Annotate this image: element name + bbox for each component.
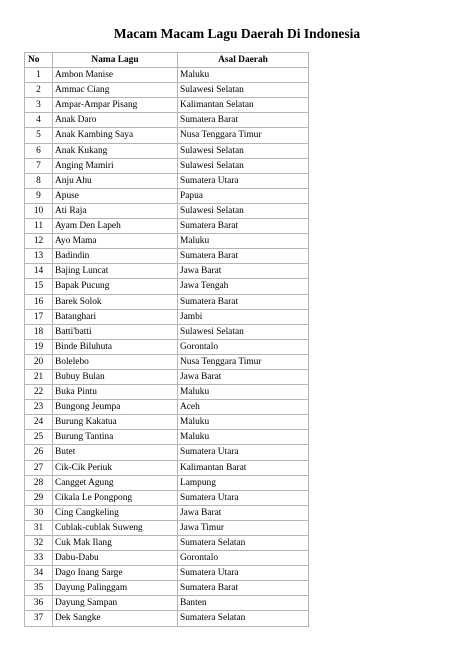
- table-row: [25, 566, 309, 581]
- table-row: [25, 505, 309, 520]
- row-number: 37: [25, 611, 53, 626]
- origin-region-cell: Jawa Timur: [178, 520, 309, 535]
- row-number: 12: [25, 234, 53, 249]
- table-row: [25, 158, 309, 173]
- row-number: 15: [25, 279, 53, 294]
- origin-region-cell: Sumatera Barat: [178, 249, 309, 264]
- row-number: 33: [25, 551, 53, 566]
- origin-region-cell: Sumatera Barat: [178, 113, 309, 128]
- song-name-cell: Dayung Sampan: [53, 596, 178, 611]
- table-header-row: [25, 53, 309, 68]
- table-row: [25, 551, 309, 566]
- song-name-cell: Cublak-cublak Suweng: [53, 520, 178, 535]
- row-number: 34: [25, 566, 53, 581]
- table-row: [25, 143, 309, 158]
- origin-region-cell: Kalimantan Barat: [178, 460, 309, 475]
- song-name-cell: Cikala Le Pongpong: [53, 490, 178, 505]
- table-row: [25, 536, 309, 551]
- origin-region-cell: Sumatera Utara: [178, 173, 309, 188]
- song-name-cell: Batanghari: [53, 309, 178, 324]
- row-number: 30: [25, 505, 53, 520]
- row-number: 19: [25, 339, 53, 354]
- origin-region-cell: Gorontalo: [178, 551, 309, 566]
- origin-region-cell: Sumatera Utara: [178, 566, 309, 581]
- table-row: [25, 83, 309, 98]
- row-number: 22: [25, 385, 53, 400]
- origin-region-cell: Banten: [178, 596, 309, 611]
- table-row: [25, 400, 309, 415]
- origin-region-cell: Nusa Tenggara Timur: [178, 354, 309, 369]
- origin-region-cell: Sulawesi Selatan: [178, 83, 309, 98]
- row-number: 3: [25, 98, 53, 113]
- row-number: 5: [25, 128, 53, 143]
- table-row: [25, 354, 309, 369]
- origin-region-cell: Papua: [178, 188, 309, 203]
- row-number: 10: [25, 203, 53, 218]
- table-row: [25, 430, 309, 445]
- row-number: 17: [25, 309, 53, 324]
- song-name-cell: Ampar-Ampar Pisang: [53, 98, 178, 113]
- table-row: [25, 596, 309, 611]
- row-number: 35: [25, 581, 53, 596]
- table-row: [25, 98, 309, 113]
- page-title: Macam Macam Lagu Daerah Di Indonesia: [113, 26, 361, 41]
- row-number: 13: [25, 249, 53, 264]
- origin-region-cell: Sumatera Barat: [178, 294, 309, 309]
- origin-region-cell: Sumatera Utara: [178, 490, 309, 505]
- origin-region-cell: Maluku: [178, 68, 309, 83]
- song-name-cell: Ambon Manise: [53, 68, 178, 83]
- row-number: 26: [25, 445, 53, 460]
- origin-region-cell: Aceh: [178, 400, 309, 415]
- table-row: [25, 219, 309, 234]
- row-number: 25: [25, 430, 53, 445]
- song-name-cell: Bapak Pucung: [53, 279, 178, 294]
- song-name-cell: Ati Raja: [53, 203, 178, 218]
- song-name-cell: Barek Solok: [53, 294, 178, 309]
- song-name-cell: Buka Pintu: [53, 385, 178, 400]
- row-number: 23: [25, 400, 53, 415]
- header-asal-daerah: Asal Daerah: [178, 53, 309, 68]
- origin-region-cell: Sulawesi Selatan: [178, 324, 309, 339]
- song-name-cell: Bubuy Bulan: [53, 369, 178, 384]
- song-name-cell: Cangget Agung: [53, 475, 178, 490]
- table-row: [25, 234, 309, 249]
- table-row: [25, 203, 309, 218]
- origin-region-cell: Jawa Barat: [178, 264, 309, 279]
- origin-region-cell: Maluku: [178, 430, 309, 445]
- song-name-cell: Dayung Palinggam: [53, 581, 178, 596]
- song-name-cell: Bolelebo: [53, 354, 178, 369]
- song-name-cell: Ayam Den Lapeh: [53, 219, 178, 234]
- table-row: [25, 339, 309, 354]
- song-name-cell: Anak Kukang: [53, 143, 178, 158]
- song-name-cell: Burung Kakatua: [53, 415, 178, 430]
- table-row: [25, 385, 309, 400]
- origin-region-cell: Jambi: [178, 309, 309, 324]
- table-row: [25, 445, 309, 460]
- song-name-cell: Dago Inang Sarge: [53, 566, 178, 581]
- row-number: 31: [25, 520, 53, 535]
- song-name-cell: Bungong Jeumpa: [53, 400, 178, 415]
- origin-region-cell: Gorontalo: [178, 339, 309, 354]
- song-name-cell: Cik-Cik Periuk: [53, 460, 178, 475]
- row-number: 21: [25, 369, 53, 384]
- origin-region-cell: Maluku: [178, 385, 309, 400]
- row-number: 8: [25, 173, 53, 188]
- table-row: [25, 309, 309, 324]
- song-name-cell: Ammac Ciang: [53, 83, 178, 98]
- table-row: [25, 249, 309, 264]
- song-name-cell: Cuk Mak Ilang: [53, 536, 178, 551]
- table-row: [25, 581, 309, 596]
- table-row: [25, 415, 309, 430]
- table-row: [25, 188, 309, 203]
- song-name-cell: Apuse: [53, 188, 178, 203]
- origin-region-cell: Sulawesi Selatan: [178, 203, 309, 218]
- song-name-cell: Bajing Luncat: [53, 264, 178, 279]
- row-number: 2: [25, 83, 53, 98]
- song-name-cell: Anak Daro: [53, 113, 178, 128]
- table-row: [25, 611, 309, 626]
- row-number: 6: [25, 143, 53, 158]
- origin-region-cell: Jawa Tengah: [178, 279, 309, 294]
- song-name-cell: Batti'batti: [53, 324, 178, 339]
- row-number: 1: [25, 68, 53, 83]
- song-name-cell: Ayo Mama: [53, 234, 178, 249]
- origin-region-cell: Kalimantan Selatan: [178, 98, 309, 113]
- song-name-cell: Dabu-Dabu: [53, 551, 178, 566]
- song-name-cell: Badindin: [53, 249, 178, 264]
- row-number: 14: [25, 264, 53, 279]
- header-no: No: [25, 53, 53, 68]
- table-row: [25, 294, 309, 309]
- table-row: [25, 324, 309, 339]
- table-row: [25, 460, 309, 475]
- origin-region-cell: Sumatera Utara: [178, 445, 309, 460]
- table-row: [25, 113, 309, 128]
- song-name-cell: Burung Tantina: [53, 430, 178, 445]
- row-number: 20: [25, 354, 53, 369]
- row-number: 11: [25, 219, 53, 234]
- row-number: 16: [25, 294, 53, 309]
- table-row: [25, 490, 309, 505]
- table-row: [25, 520, 309, 535]
- row-number: 32: [25, 536, 53, 551]
- table-row: [25, 173, 309, 188]
- row-number: 28: [25, 475, 53, 490]
- origin-region-cell: Sulawesi Selatan: [178, 143, 309, 158]
- origin-region-cell: Sulawesi Selatan: [178, 158, 309, 173]
- origin-region-cell: Jawa Barat: [178, 505, 309, 520]
- row-number: 24: [25, 415, 53, 430]
- table-row: [25, 279, 309, 294]
- row-number: 7: [25, 158, 53, 173]
- origin-region-cell: Maluku: [178, 415, 309, 430]
- row-number: 18: [25, 324, 53, 339]
- table-row: [25, 475, 309, 490]
- song-name-cell: Anak Kambing Saya: [53, 128, 178, 143]
- origin-region-cell: Sumatera Selatan: [178, 611, 309, 626]
- origin-region-cell: Nusa Tenggara Timur: [178, 128, 309, 143]
- origin-region-cell: Jawa Barat: [178, 369, 309, 384]
- songs-table: [24, 52, 309, 627]
- origin-region-cell: Sumatera Barat: [178, 581, 309, 596]
- header-nama-lagu: Nama Lagu: [53, 53, 178, 68]
- row-number: 29: [25, 490, 53, 505]
- origin-region-cell: Maluku: [178, 234, 309, 249]
- origin-region-cell: Sumatera Barat: [178, 219, 309, 234]
- song-name-cell: Binde Biluhuta: [53, 339, 178, 354]
- song-name-cell: Dek Sangke: [53, 611, 178, 626]
- table-row: [25, 264, 309, 279]
- row-number: 9: [25, 188, 53, 203]
- song-name-cell: Anging Mamiri: [53, 158, 178, 173]
- table-row: [25, 369, 309, 384]
- origin-region-cell: Lampung: [178, 475, 309, 490]
- song-name-cell: Anju Ahu: [53, 173, 178, 188]
- song-name-cell: Cing Cangkeling: [53, 505, 178, 520]
- row-number: 4: [25, 113, 53, 128]
- table-row: [25, 128, 309, 143]
- table-row: [25, 68, 309, 83]
- row-number: 27: [25, 460, 53, 475]
- origin-region-cell: Sumatera Selatan: [178, 536, 309, 551]
- song-name-cell: Butet: [53, 445, 178, 460]
- row-number: 36: [25, 596, 53, 611]
